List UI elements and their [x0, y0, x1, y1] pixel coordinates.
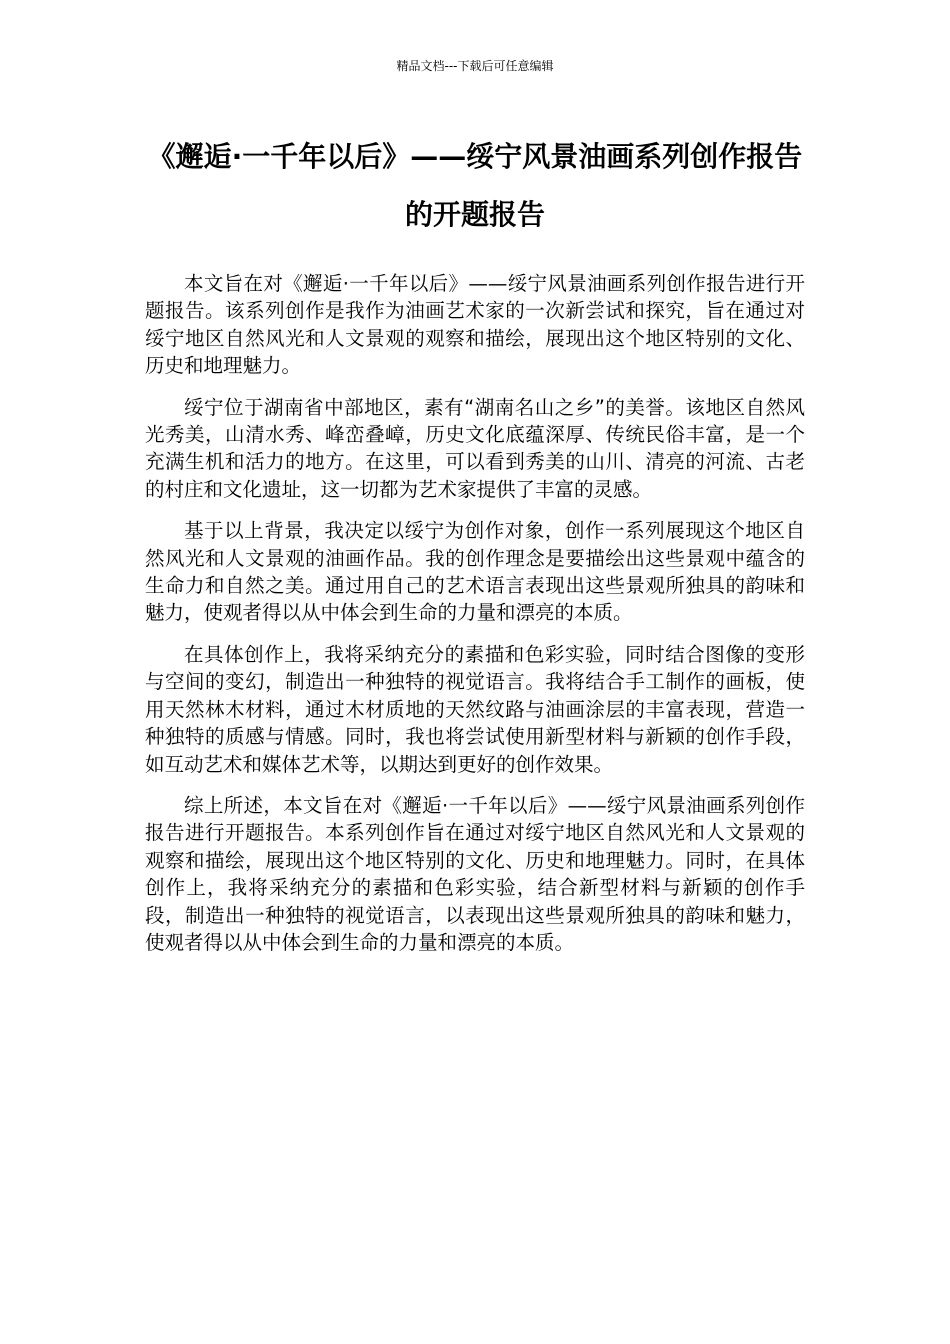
document-body [145, 270, 805, 970]
header-note: 精品文档---下载后可任意编辑 [396, 59, 554, 73]
paragraph-5: 综上所述，本文旨在对《邂逅·一千年以后》——绥宁风景油画系列创作报告进行开题报告。本系列创作旨在通过对绥宁地区自然风光和人文景观的观察和描绘，展现出这个地区特别的文化、历史和地理魅力。同时，在具体创作上，我将采纳充分的素描和色彩实验，结合新型材料与新颖的创作手段，制造出一种独特的视觉语言，以表现出这些景观所独具的韵味和魅力，使观者得以从中体会到生命的力量和漂亮的本质。 [145, 793, 805, 954]
paragraph-4: 在具体创作上，我将采纳充分的素描和色彩实验，同时结合图像的变形与空间的变幻，制造出一种独特的视觉语言。我将结合手工制作的画板，使用天然林木材料，通过木材质地的天然纹路与油画涂层的丰富表现，营造一种独特的质感与情感。同时，我也将尝试使用新型材料与新颖的创作手段，如互动艺术和媒体艺术等，以期达到更好的创作效果。 [145, 642, 805, 776]
paragraph-2: 绥宁位于湖南省中部地区，素有“湖南名山之乡”的美誉。该地区自然风光秀美，山清水秀、峰峦叠嶂，历史文化底蕴深厚、传统民俗丰富，是一个充满生机和活力的地方。在这里，可以看到秀美的山川、清亮的河流、古老的村庄和文化遗址，这一切都为艺术家提供了丰富的灵感。 [145, 395, 805, 501]
document-title: 《邂逅·一千年以后》——绥宁风景油画系列创作报告的开题报告 [147, 140, 803, 231]
paragraph-1: 本文旨在对《邂逅·一千年以后》——绥宁风景油画系列创作报告进行开题报告。该系列创作是我作为油画艺术家的一次新尝试和探究，旨在通过对绥宁地区自然风光和人文景观的观察和描绘，展现出这个地区特别的文化、历史和地理魅力。 [145, 272, 805, 378]
paragraph-3: 基于以上背景，我决定以绥宁为创作对象，创作一系列展现这个地区自然风光和人文景观的油画作品。我的创作理念是要描绘出这些景观中蕴含的生命力和自然之美。通过用自己的艺术语言表现出这些景观所独具的韵味和魅力，使观者得以从中体会到生命的力量和漂亮的本质。 [145, 519, 805, 625]
